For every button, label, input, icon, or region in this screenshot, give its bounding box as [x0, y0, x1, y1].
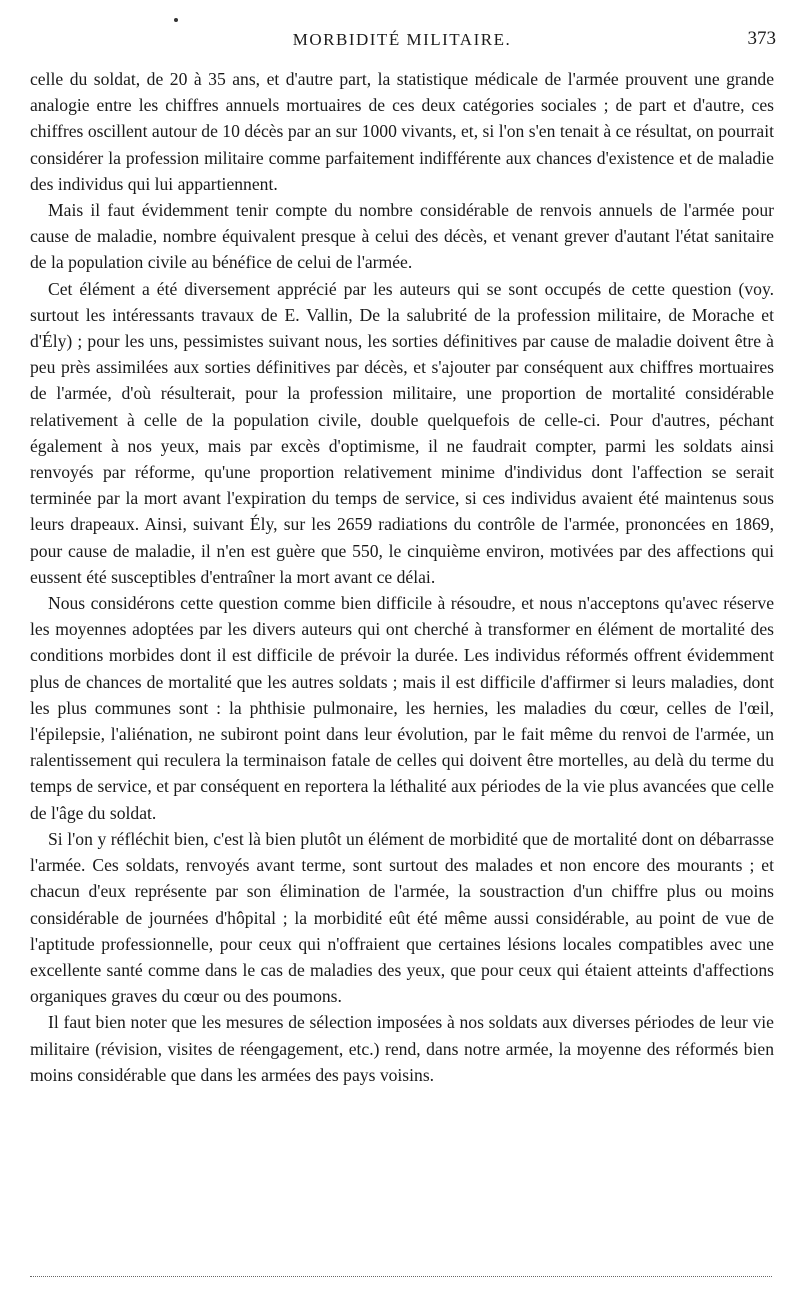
- paragraph: Il faut bien noter que les mesures de sélection imposées à nos soldats aux diverses périodes de leur vie militaire (révision, visites de réengagement, etc.) rend, dans notre armée, la moyenne des réformés bien moins considérable que dans les armées des pays voisins.: [30, 1012, 774, 1085]
- running-title: MORBIDITÉ MILITAIRE.: [292, 30, 512, 49]
- paragraph: Cet élément a été diversement apprécié par les auteurs qui se sont occupés de cette question (voy. surtout les intéressants travaux de E. Vallin, De la salubrité de la profession militaire, de Morache et d'Ély) ; pour les uns, pessimistes suivant nous, les sorties définitives par cause de maladie doivent être à peu près assimilées aux sorties définitives par décès, et s'ajouter par conséquent aux chiffres mortuaires de l'armée, d'où résulterait, pour la profession militaire, une proportion de mortalité considérable relativement à celle de la population civile, double quelquefois de celle-ci. Pour d'autres, péchant également à nos yeux, mais par excès d'optimisme, il ne faudrait compter, parmi les soldats ainsi renvoyés par réforme, qu'une proportion relativement minime d'individus dont l'affection se serait terminée par la mort avant l'expiration du temps de service, si ces individus avaient été maintenus sous leurs drapeaux. Ainsi, suivant Ély, sur les 2659 radiations du contrôle de l'armée, prononcées en 1869, pour cause de maladie, il n'en est guère que 550, le cinquième environ, motivées par des affections qui eussent été susceptibles d'entraîner la mort avant ce délai.: [30, 278, 774, 587]
- body-text: [30, 66, 774, 1088]
- bottom-dotted-rule: [30, 1276, 772, 1277]
- paragraph: Nous considérons cette question comme bien difficile à résoudre, et nous n'acceptons qu'avec réserve les moyennes adoptées par les divers auteurs qui ont cherché à transformer en élément de mortalité des conditions morbides dont il est difficile de prévoir la durée. Les individus réformés offrent évidemment plus de chances de mortalité que les autres soldats ; mais il est difficile d'affirmer si leurs maladies, dont les plus communes sont : la phthisie pulmonaire, les hernies, les maladies du cœur, celles de l'œil, l'épilepsie, l'aliénation, ne subiront point dans leur évolution, par le fait même du renvoi de l'armée, un ralentissement qui reculera la terminaison fatale de celles qui doivent être mortelles, au delà du terme du temps de service, et par conséquent en reportera la léthalité aux périodes de la vie plus avancées que celle de l'âge du soldat.: [30, 593, 774, 823]
- paragraph: Si l'on y réfléchit bien, c'est là bien plutôt un élément de morbidité que de mortalité dont on débarrasse l'armée. Ces soldats, renvoyés avant terme, sont surtout des malades et non encore des mourants ; et chacun d'eux représente par son élimination de l'armée, la soustraction d'un chiffre plus ou moins considérable de journées d'hôpital ; la morbidité eût été même aussi considérable, au point de vue de l'aptitude professionnelle, pour ceux qui n'offraient que certaines lésions locales compatibles avec une excellente santé comme dans le cas de maladies des yeux, que pour ceux qui étaient atteints d'affections organiques graves du cœur ou des poumons.: [30, 828, 774, 1007]
- paragraph: Mais il faut évidemment tenir compte du nombre considérable de renvois annuels de l'armée pour cause de maladie, nombre équivalent presque à celui des décès, et venant grever d'autant l'état sanitaire de la population civile au bénéfice de celui de l'armée.: [30, 200, 774, 273]
- page-header: [30, 18, 774, 52]
- ink-speck: [174, 18, 178, 22]
- paragraph-continuation: celle du soldat, de 20 à 35 ans, et d'autre part, la statistique médicale de l'armée prouvent une grande analogie entre les chiffres annuels mortuaires de ces deux catégories sociales ; de part et d'autre, ces chiffres oscillent autour de 10 décès par an sur 1000 vivants, et, si l'on s'en tenait à ce résultat, on pourrait considérer la profession militaire comme parfaitement indifférente aux chances d'existence et de maladie des individus qui lui appartiennent.: [30, 69, 774, 194]
- page-number: 373: [747, 28, 776, 49]
- book-page: [30, 18, 774, 1088]
